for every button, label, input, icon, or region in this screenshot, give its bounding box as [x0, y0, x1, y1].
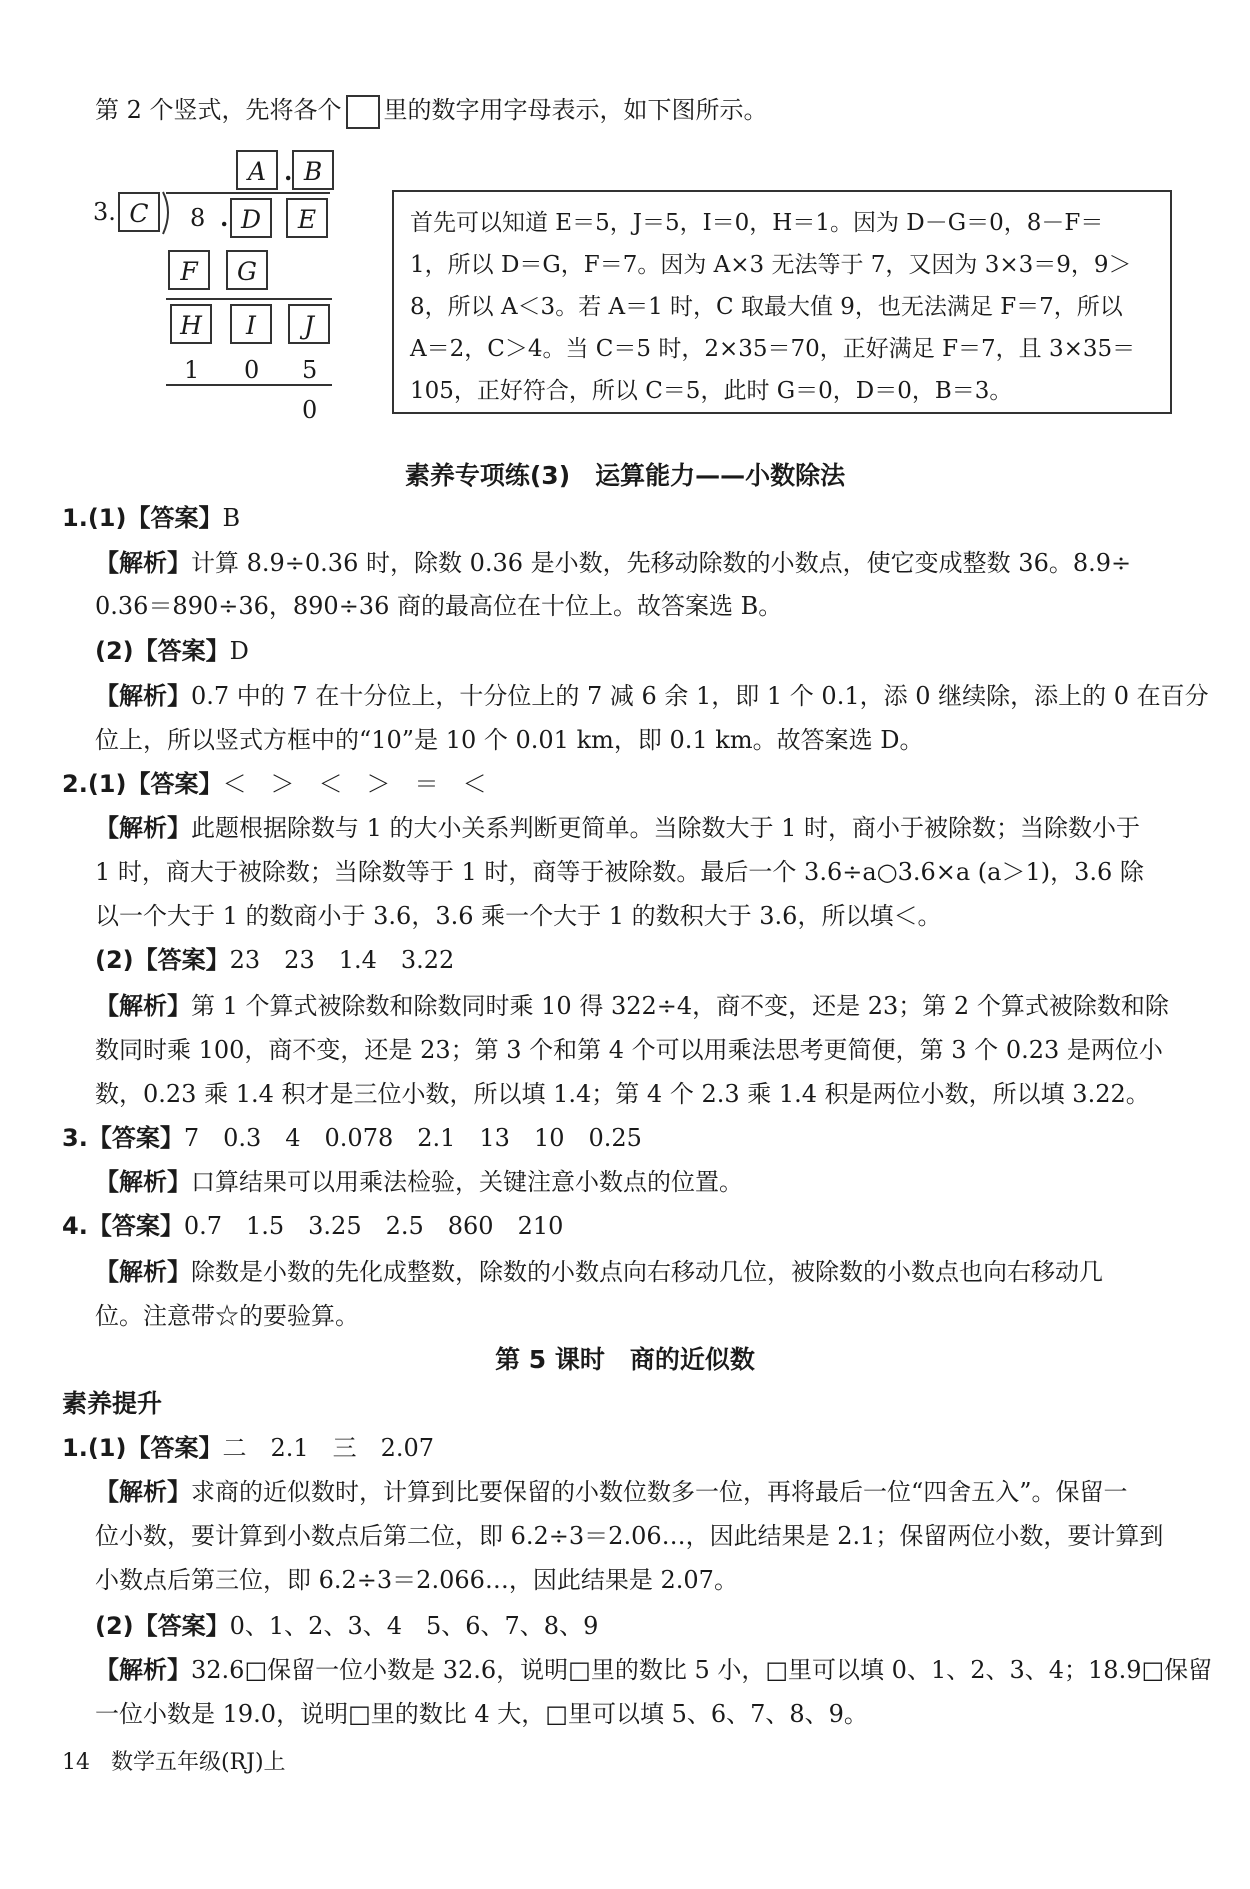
q1-number: 1.	[62, 504, 88, 532]
answer-label: (1)【答案】	[87, 770, 223, 798]
analysis-text: 数，0.23 乘 1.4 积才是三位小数，所以填 1.4；第 4 个 2.3 乘 1.4 积是两位小数，所以填 3.22。	[95, 1080, 1150, 1108]
answer-value: 23 23 1.4 3.22	[229, 946, 455, 974]
analysis-text: 1 时，商大于被除数；当除数等于 1 时，商等于被除数。最后一个 3.6÷a○3.6×a (a＞1)，3.6 除	[95, 858, 1144, 886]
analysis-label: 【解析】	[95, 992, 191, 1020]
explanation-line: 1，所以 D＝G，F＝7。因为 A×3 无法等于 7，又因为 3×3＝9，9＞	[410, 252, 1132, 278]
answer-value: 7 0.3 4 0.078 2.1 13 10 0.25	[183, 1124, 642, 1152]
q2-p2-expl	[95, 988, 1195, 1024]
analysis-label: 【解析】	[95, 1478, 191, 1506]
dividend-e: E	[286, 198, 328, 238]
analysis-text: 32.6□保留一位小数是 32.6，说明□里的数比 5 小，□里可以填 0、1、2、3、4；18.9□保留	[191, 1656, 1213, 1684]
q4-expl	[95, 1254, 1195, 1290]
quotient-b: B	[292, 150, 334, 190]
answer-value: B	[222, 504, 241, 532]
dividend-point: .	[220, 203, 229, 232]
analysis-text: 以一个大于 1 的数商小于 3.6，3.6 乘一个大于 1 的数积大于 3.6，所以填＜。	[95, 902, 942, 930]
lesson-title: 第 5 课时 商的近似数	[495, 1345, 755, 1374]
row2-j: J	[288, 304, 330, 344]
answer-label: 【答案】	[87, 1124, 184, 1152]
puzzle-number: 3.	[93, 198, 116, 226]
q2-p2-answer	[95, 942, 1195, 978]
q1-p1-answer	[62, 500, 1162, 536]
q5-p2-expl	[95, 1652, 1213, 1688]
analysis-text: 一位小数是 19.0，说明□里的数比 4 大，□里可以填 5、6、7、8、9。	[95, 1700, 868, 1728]
analysis-text: 位上，所以竖式方框中的“10”是 10 个 0.01 km，即 0.1 km。故答案选 D。	[95, 726, 924, 754]
q1-p1-expl	[95, 545, 1195, 581]
q5-p1-expl	[95, 1474, 1195, 1510]
analysis-text: 求商的近似数时，计算到比要保留的小数位数多一位，再将最后一位“四舍五入”。保留一	[191, 1478, 1128, 1506]
q3-number: 3.	[62, 1124, 88, 1152]
row3-line	[166, 384, 332, 386]
q2-p1-expl	[95, 810, 1195, 846]
analysis-label: 【解析】	[95, 1168, 191, 1196]
analysis-text: 小数点后第三位，即 6.2÷3＝2.066…，因此结果是 2.07。	[95, 1566, 738, 1594]
row3-5: 5	[302, 356, 318, 384]
intro-before: 第 2 个竖式，先将各个	[95, 96, 342, 124]
analysis-text: 数同时乘 100，商不变，还是 23；第 3 个和第 4 个可以用乘法思考更简便，第 3 个 0.23 是两位小	[95, 1036, 1163, 1064]
analysis-label: 【解析】	[95, 682, 191, 710]
blank-box-icon	[346, 95, 380, 129]
division-bar	[166, 192, 330, 194]
dividend-d: D	[230, 198, 272, 238]
analysis-text: 0.36＝890÷36，890÷36 商的最高位在十位上。故答案选 B。	[95, 592, 783, 620]
answer-label: (2)【答案】	[95, 946, 230, 974]
explanation-line: A＝2，C＞4。当 C＝5 时，2×35＝70，正好满足 F＝7，且 3×35＝	[410, 336, 1136, 362]
page-footer	[62, 1748, 286, 1778]
analysis-text: 计算 8.9÷0.36 时，除数 0.36 是小数，先移动除数的小数点，使它变成整数 36。8.9÷	[191, 549, 1132, 577]
row3-0: 0	[244, 356, 260, 384]
q3-expl	[95, 1164, 1195, 1200]
row3-1: 1	[184, 356, 200, 384]
book-title: 数学五年级(RJ)上	[110, 1750, 286, 1775]
analysis-text: 第 1 个算式被除数和除数同时乘 10 得 322÷4，商不变，还是 23；第 2 个算式被除数和除	[191, 992, 1169, 1020]
row2-i: I	[230, 304, 272, 344]
answer-value: 0、1、2、3、4 5、6、7、8、9	[229, 1612, 599, 1640]
q1-p2-answer	[95, 633, 1195, 669]
explanation-line: 首先可以知道 E＝5，J＝5，I＝0，H＝1。因为 D－G＝0，8－F＝	[410, 210, 1104, 236]
dividend-8: 8	[190, 204, 206, 232]
q2-number: 2.	[62, 770, 88, 798]
analysis-text: 位小数，要计算到小数点后第二位，即 6.2÷3＝2.06…，因此结果是 2.1；保留两位小数，要计算到	[95, 1522, 1164, 1550]
row2-h: H	[170, 304, 212, 344]
row1-f: F	[168, 250, 210, 290]
analysis-text: 位。注意带☆的要验算。	[95, 1302, 359, 1330]
answer-value: 0.7 1.5 3.25 2.5 860 210	[183, 1212, 564, 1240]
q4-number: 4.	[62, 1212, 88, 1240]
division-bracket-icon	[160, 190, 174, 236]
explanation-line: 105，正好符合，所以 C＝5，此时 G＝0，D＝0，B＝3。	[410, 378, 1013, 404]
analysis-text: 此题根据除数与 1 的大小关系判断更简单。当除数大于 1 时，商小于被除数；当除数小于	[191, 814, 1141, 842]
q1-p2-expl	[95, 678, 1209, 714]
analysis-label: 【解析】	[95, 1656, 191, 1684]
answer-label: (1)【答案】	[87, 1434, 223, 1462]
q3-answer	[62, 1120, 1162, 1156]
remainder: 0	[302, 396, 318, 424]
q4-answer	[62, 1208, 1162, 1244]
q2-p1-answer	[62, 766, 1162, 802]
analysis-text: 口算结果可以用乘法检验，关键注意小数点的位置。	[191, 1168, 743, 1196]
intro-after: 里的数字用字母表示，如下图所示。	[383, 96, 768, 124]
explanation-box	[392, 190, 1172, 414]
q5-p1-answer	[62, 1430, 1162, 1466]
row1-line	[166, 298, 332, 300]
row1-g: G	[226, 250, 268, 290]
analysis-label: 【解析】	[95, 1258, 191, 1286]
divisor-cell: C	[118, 192, 160, 232]
answer-value: D	[229, 637, 249, 665]
answer-value: ＜ ＞ ＜ ＞ ＝ ＜	[222, 770, 487, 798]
page-number: 14	[62, 1750, 90, 1775]
analysis-label: 【解析】	[95, 549, 191, 577]
answer-label: 【答案】	[87, 1212, 184, 1240]
analysis-label: 【解析】	[95, 814, 191, 842]
analysis-text: 除数是小数的先化成整数，除数的小数点向右移动几位，被除数的小数点也向右移动几	[191, 1258, 1103, 1286]
answer-value: 二 2.1 三 2.07	[222, 1434, 435, 1462]
answer-label: (2)【答案】	[95, 637, 230, 665]
q5-p2-answer	[95, 1608, 1195, 1644]
analysis-text: 0.7 中的 7 在十分位上，十分位上的 7 减 6 余 1，即 1 个 0.1，添 0 继续除，添上的 0 在百分	[191, 682, 1209, 710]
answer-label: (2)【答案】	[95, 1612, 230, 1640]
subsection-title: 素养提升	[62, 1389, 163, 1418]
q5-number: 1.	[62, 1434, 88, 1462]
intro-line	[95, 92, 1195, 129]
quotient-a: A	[236, 150, 278, 190]
answer-label: (1)【答案】	[87, 504, 223, 532]
quotient-point: .	[284, 157, 293, 186]
section-title: 素养专项练(3) 运算能力——小数除法	[404, 461, 846, 490]
explanation-line: 8，所以 A＜3。若 A＝1 时，C 取最大值 9，也无法满足 F＝7，所以	[410, 294, 1123, 320]
